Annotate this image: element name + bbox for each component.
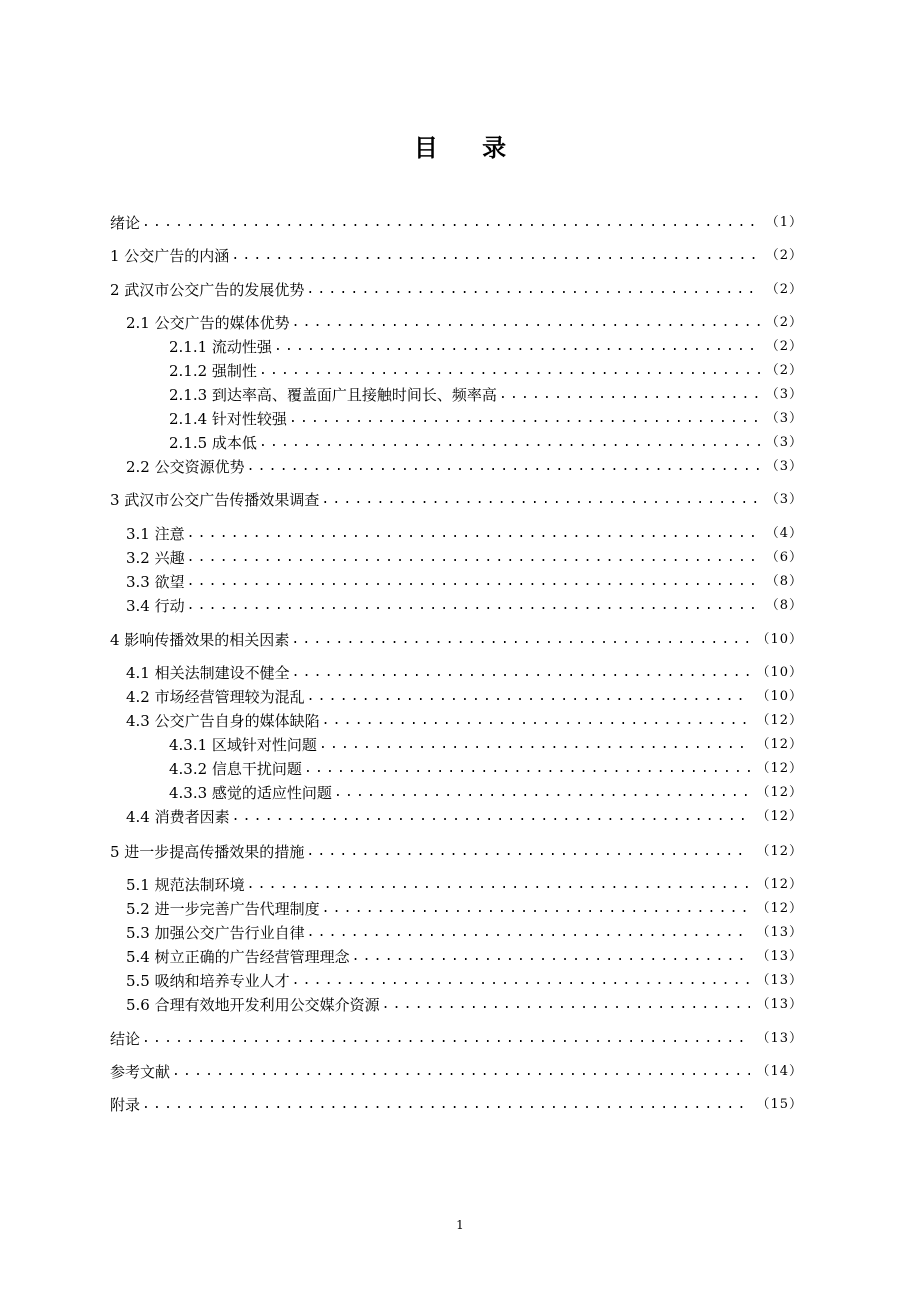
toc-entry-page: （13） <box>756 973 803 988</box>
dot-leader <box>231 246 759 266</box>
toc-entry <box>110 1029 803 1049</box>
toc-entry-page: （4） <box>765 526 803 541</box>
dot-leader <box>187 596 760 616</box>
dot-leader <box>334 783 751 803</box>
toc-entry-page: （2） <box>765 282 803 297</box>
toc-entry <box>110 313 803 333</box>
toc-entry-label: 3.3 欲望 <box>126 573 185 591</box>
toc-entry-label: 2.1.1 流动性强 <box>169 338 272 356</box>
dot-leader <box>292 971 751 991</box>
toc-entry-label: 2.2 公交资源优势 <box>126 458 245 476</box>
toc-entry <box>110 899 803 919</box>
toc-entry <box>110 361 803 381</box>
toc-entry-label: 5.4 树立正确的广告经营管理理念 <box>126 948 350 966</box>
toc-entry-label: 2 武汉市公交广告的发展优势 <box>110 281 305 299</box>
toc-entry-label: 5.5 吸纳和培养专业人才 <box>126 972 290 990</box>
dot-leader <box>304 759 751 779</box>
toc-entry <box>110 807 803 827</box>
dot-leader <box>291 630 750 650</box>
toc-entry-label: 2.1.3 到达率高、覆盖面广且接触时间长、频率高 <box>169 386 497 404</box>
toc-entry-label: 4.3.2 信息干扰问题 <box>169 760 302 778</box>
toc-entry-page: （2） <box>765 363 803 378</box>
page-title: 目 录 <box>413 133 525 162</box>
dot-leader <box>292 313 760 333</box>
dot-leader <box>322 899 751 919</box>
toc-entry <box>110 1095 803 1115</box>
toc-entry-label: 5.6 合理有效地开发利用公交媒介资源 <box>126 996 380 1014</box>
toc-entry-page: （12） <box>756 809 803 824</box>
toc-entry-page: （10） <box>756 665 803 680</box>
dot-leader <box>321 490 759 510</box>
toc-entry <box>110 337 803 357</box>
toc-entry-label: 4.3 公交广告自身的媒体缺陷 <box>126 712 320 730</box>
dot-leader <box>307 687 751 707</box>
toc-entry-label: 5 进一步提高传播效果的措施 <box>110 843 305 861</box>
toc-entry-label: 2.1.5 成本低 <box>169 434 257 452</box>
toc-entry <box>110 548 803 568</box>
toc-entry-label: 附录 <box>110 1096 141 1114</box>
toc-entry-page: （12） <box>756 737 803 752</box>
toc-entry <box>110 947 803 967</box>
toc-entry-page: （13） <box>756 949 803 964</box>
toc-entry-page: （1） <box>765 215 803 230</box>
dot-leader <box>247 875 751 895</box>
toc-entry <box>110 783 803 803</box>
toc-entry <box>110 596 803 616</box>
dot-leader <box>259 433 760 453</box>
dot-leader <box>259 361 760 381</box>
dot-leader <box>307 923 751 943</box>
dot-leader <box>247 457 760 477</box>
toc-entry-page: （3） <box>765 435 803 450</box>
toc-entry-label: 1 公交广告的内涵 <box>110 247 230 265</box>
toc-entry-label: 4.2 市场经营管理较为混乱 <box>126 688 305 706</box>
toc-entry-page: （12） <box>756 901 803 916</box>
toc-entry-page: （10） <box>756 689 803 704</box>
toc-entry-label: 5.1 规范法制环境 <box>126 876 245 894</box>
toc-entry-label: 2.1 公交广告的媒体优势 <box>126 314 290 332</box>
dot-leader <box>142 1029 750 1049</box>
toc-entry <box>110 409 803 429</box>
toc-entry-page: （8） <box>765 574 803 589</box>
toc-entry <box>110 385 803 405</box>
toc-entry-label: 2.1.2 强制性 <box>169 362 257 380</box>
dot-leader <box>187 524 760 544</box>
toc-entry <box>110 995 803 1015</box>
dot-leader <box>306 280 759 300</box>
page-number: 1 <box>456 1218 464 1232</box>
toc-entry-label: 参考文献 <box>110 1063 171 1081</box>
toc-entry-page: （6） <box>765 550 803 565</box>
toc-entry <box>110 433 803 453</box>
toc-entry-page: （2） <box>765 339 803 354</box>
dot-leader <box>172 1062 750 1082</box>
toc-entry <box>110 759 803 779</box>
toc-entry-page: （14） <box>756 1064 803 1079</box>
dot-leader <box>352 947 751 967</box>
toc-entry <box>110 971 803 991</box>
toc-entry-page: （12） <box>756 713 803 728</box>
toc-entry-page: （13） <box>756 997 803 1012</box>
toc-entry-page: （3） <box>765 387 803 402</box>
dot-leader <box>322 711 751 731</box>
toc-entry <box>110 213 803 233</box>
toc-entry-page: （10） <box>756 632 803 647</box>
toc-entry-page: （12） <box>756 761 803 776</box>
dot-leader <box>187 548 760 568</box>
toc-entry <box>110 490 803 510</box>
toc-entry-label: 5.3 加强公交广告行业自律 <box>126 924 305 942</box>
toc-entry-label: 3.2 兴趣 <box>126 549 185 567</box>
toc-entry <box>110 630 803 650</box>
toc-entry <box>110 663 803 683</box>
toc-entry-label: 4.1 相关法制建设不健全 <box>126 664 290 682</box>
toc-entry-page: （8） <box>765 598 803 613</box>
toc-entry <box>110 524 803 544</box>
toc-entry-label: 4 影响传播效果的相关因素 <box>110 631 290 649</box>
toc-entry <box>110 1062 803 1082</box>
toc-entry-page: （3） <box>765 411 803 426</box>
dot-leader <box>232 807 751 827</box>
toc-entry-label: 绪论 <box>110 214 141 232</box>
dot-leader <box>306 842 750 862</box>
toc-entry-label: 4.3.3 感觉的适应性问题 <box>169 784 332 802</box>
toc-entry-page: （3） <box>765 492 803 507</box>
toc-entry-label: 2.1.4 针对性较强 <box>169 410 287 428</box>
toc-entry <box>110 457 803 477</box>
dot-leader <box>319 735 751 755</box>
toc-entry-page: （15） <box>756 1097 803 1112</box>
toc-entry-page: （12） <box>756 785 803 800</box>
dot-leader <box>292 663 751 683</box>
toc-entry <box>110 735 803 755</box>
dot-leader <box>142 213 760 233</box>
toc-entry-label: 3.4 行动 <box>126 597 185 615</box>
toc-entry-label: 3.1 注意 <box>126 525 185 543</box>
toc-entry-label: 结论 <box>110 1030 141 1048</box>
dot-leader <box>382 995 751 1015</box>
toc-entry-page: （3） <box>765 459 803 474</box>
toc-entry <box>110 711 803 731</box>
toc-entry-page: （2） <box>765 315 803 330</box>
toc-entry <box>110 842 803 862</box>
toc-entry-label: 4.4 消费者因素 <box>126 808 230 826</box>
dot-leader <box>289 409 760 429</box>
toc-entry-page: （13） <box>756 1031 803 1046</box>
dot-leader <box>274 337 760 357</box>
toc-entry-page: （12） <box>756 877 803 892</box>
dot-leader <box>142 1095 750 1115</box>
toc-entry-page: （2） <box>765 248 803 263</box>
toc-entry-label: 5.2 进一步完善广告代理制度 <box>126 900 320 918</box>
toc-entry-page: （12） <box>756 844 803 859</box>
dot-leader <box>499 385 760 405</box>
toc-entry <box>110 687 803 707</box>
toc-entry <box>110 923 803 943</box>
toc-entry-label: 4.3.1 区域针对性问题 <box>169 736 317 754</box>
toc-entry <box>110 572 803 592</box>
toc-entry <box>110 246 803 266</box>
dot-leader <box>187 572 760 592</box>
toc-entry <box>110 280 803 300</box>
toc-entry <box>110 875 803 895</box>
toc-entry-page: （13） <box>756 925 803 940</box>
toc-entry-label: 3 武汉市公交广告传播效果调查 <box>110 491 320 509</box>
